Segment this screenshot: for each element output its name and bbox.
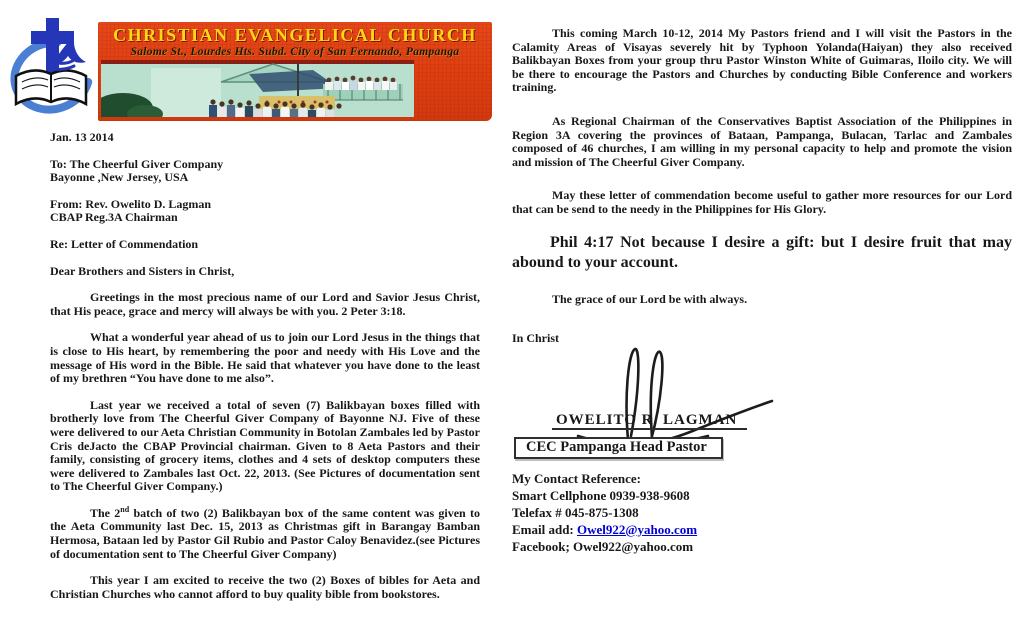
facebook-value: Owel922@yahoo.com [573, 538, 694, 554]
salutation: Dear Brothers and Sisters in Christ, [50, 263, 235, 278]
letter-left-column [50, 131, 480, 601]
ordinal-superscript: nd [120, 504, 130, 514]
signatory-name: OWELITO R. LAGMAN [552, 414, 747, 431]
church-photo [101, 60, 414, 117]
grace-line: The grace of our Lord be with always. [552, 291, 748, 306]
church-logo [6, 12, 98, 128]
re-line: Re: Letter of Commendation [50, 236, 199, 251]
church-address: Salome St., Lourdes Hts. Subd. City of San Fernando, Pampanga [130, 46, 460, 58]
email-link[interactable]: Owel922@yahoo.com [577, 521, 698, 537]
letter-right-column [512, 27, 1012, 555]
paragraph-commendation: May these letter of commendation become useful to gather more resources for our Lord that can be send to the needy in the Philippines for His Glory. [512, 188, 1012, 216]
church-name: CHRISTIAN EVANGELICAL CHURCH [113, 25, 477, 45]
contact-telefax: Telefax # 045-875-1308 [512, 504, 639, 520]
paragraph-regional-chairman: As Regional Chairman of the Conservatives Baptist Association of the Philippines in Region 3A covering the provinces of Bataan, Pampanga, Bulacan, Tarlac and Zambales composed of 46 churches, I am willing in my personal capacity to help and promote the vision and mission of The Cheerful Giver Company. [512, 113, 1012, 169]
paragraph-visayas-visit: This coming March 10-12, 2014 My Pastors friend and I will visit the Pastors in the Calamity Areas of Visayas severely hit by Typhoon Yolanda(Haiyan) they also received Balikbayan Boxes from your group thru Pastor Winston White of Guimaras, Iloilo city. We will be there to encourage the Pastors and Churches by conducting Bible Conference and workers training. [512, 26, 1012, 95]
second-batch-rest: batch of two (2) Balikbayan box of the same content was given to the Aeta Community last Dec. 15, 2013 as Christmas gift in Barangay Bamban Hermosa, Bataan led by Pastor Gil Rubio and Pastor Caloy Benavidez.(see Pictures of documentation sent to The Cheerful Giver Company) [50, 505, 480, 561]
paragraph-greetings: Greetings in the most precious name of our Lord and Savior Jesus Christ, that His peace, grace and mercy will always be with you. 2 Peter 3:18. [50, 290, 480, 318]
from-line2: CBAP Reg.3A Chairman [50, 210, 178, 225]
church-banner [98, 22, 492, 121]
contact-email-line [512, 521, 1012, 538]
paragraph-bibles: This year I am excited to receive the two (2) Boxes of bibles for Aeta and Christian Churches who cannot afford to buy quality bible from bookstores. [50, 573, 480, 601]
closing-line: In Christ [512, 331, 560, 346]
to-line1: To: The Cheerful Giver Company [50, 156, 224, 171]
facebook-label: Facebook; [512, 538, 574, 554]
to-line2: Bayonne ,New Jersey, USA [50, 170, 189, 185]
contact-facebook-line [512, 538, 1012, 555]
from-line1: From: Rev. Owelito D. Lagman [50, 196, 212, 211]
open-book-icon [16, 70, 86, 104]
contact-heading: My Contact Reference: [512, 470, 641, 486]
crowd-balcony [325, 76, 397, 90]
contact-cellphone: Smart Cellphone 0939-938-9608 [512, 487, 690, 503]
contact-block [512, 470, 1012, 555]
second-batch-text: The 2 [90, 505, 121, 520]
letter-date: Jan. 13 2014 [50, 130, 114, 144]
email-label: Email add: [512, 521, 578, 537]
bible-verse: Phil 4:17 Not because I desire a gift: but I desire fruit that may abound to your account. [512, 233, 1012, 271]
paragraph-second-batch [50, 504, 480, 561]
signatory-title: CEC Pampanga Head Pastor [514, 437, 723, 460]
signature-block [512, 352, 1012, 464]
paragraph-balikbayan-boxes: Last year we received a total of seven (7) Balikbayan boxes filled with brotherly love from The Cheerful Giver Company of Bayonne NJ. Five of these were delivered to our Aeta Christian Community in Botolan Zambales led by Pastor Cris deJacto the CBAP Provincial chairman. Given to 8 Aeta Pastors and their family, consisting of grocery items, clothes and 4 sets of desktop computers these were delivered to Zambales last Oct. 22, 2013. (See Pictures of documentation sent to The Cheerful Giver Company.) [50, 397, 480, 494]
paragraph-wonderful-year: What a wonderful year ahead of us to join our Lord Jesus in the things that is close to His heart, by remembering the poor and needy with His Love and the message of His word in the Bible. He said that whatever you have done to the least of my brethren “You have done to me also”. [50, 330, 480, 386]
